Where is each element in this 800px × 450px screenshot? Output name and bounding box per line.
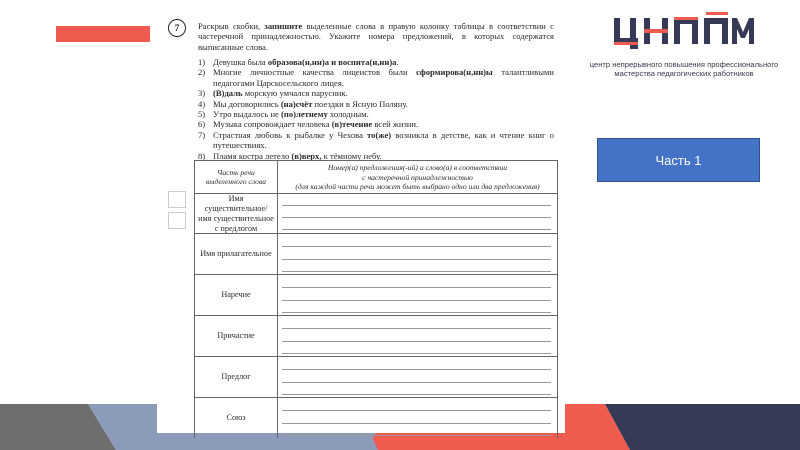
sentence-text: Пламя костра летело bbox=[213, 150, 292, 161]
sentence-text: . bbox=[396, 57, 399, 67]
highlighted-word: образова(н,нн)а и воспита(н,нн)а bbox=[267, 57, 397, 67]
sentence-number: 7) bbox=[198, 129, 206, 140]
sentence-list bbox=[198, 57, 554, 161]
header-answer bbox=[278, 161, 557, 193]
intro-emphasis: запишите bbox=[264, 21, 303, 31]
intro-text: выделенные слова в правую колонку таблицы в соответствии с частеречной принадлежностью. Укажите номера предложений, в которых содержатся выписанные слова. bbox=[198, 21, 554, 52]
sentence-text: всей жизни. bbox=[372, 119, 419, 130]
header-line: (для каждой части речи может быть выбрано одно или два предложения) bbox=[295, 182, 540, 191]
sentence-number: 8) bbox=[198, 150, 206, 161]
sentence-text: холодным. bbox=[327, 109, 369, 120]
highlighted-word: (в)течение bbox=[331, 119, 373, 130]
logo-subtitle-line: центр непрерывного повышения профессионального bbox=[589, 60, 779, 69]
sentence-number: 3) bbox=[198, 88, 206, 99]
sentence-text: Многие личностные качества лицеистов были bbox=[213, 67, 417, 78]
part-1-button[interactable]: Часть 1 bbox=[597, 138, 760, 182]
part-of-speech-label: Предлог bbox=[195, 357, 278, 397]
highlighted-word: (В)даль bbox=[213, 88, 243, 99]
sentence-number: 1) bbox=[198, 57, 206, 67]
header-part-of-speech: Часть речи выделенного слова bbox=[195, 161, 278, 193]
logo-subtitle bbox=[579, 60, 789, 78]
sentence-item bbox=[198, 109, 554, 119]
highlighted-word: сформирова(н,нн)ы bbox=[416, 67, 493, 78]
highlighted-word: (на)счёт bbox=[280, 98, 313, 109]
highlighted-word: то(же) bbox=[367, 129, 392, 140]
intro-text: Раскрыв скобки, bbox=[198, 21, 265, 31]
answer-cell[interactable] bbox=[278, 194, 557, 233]
sentence-text: поездки в Ясную Поляну. bbox=[312, 98, 408, 109]
part-of-speech-label: Причастие bbox=[195, 316, 278, 356]
sentence-text: возникла в детстве, как и чтение книг о путешествиях. bbox=[213, 129, 554, 151]
sentence-number: 2) bbox=[198, 67, 206, 78]
sentence-item bbox=[198, 119, 554, 129]
part-of-speech-label: Союз bbox=[195, 398, 278, 438]
sentence-number: 5) bbox=[198, 109, 206, 120]
part-of-speech-label: Наречие bbox=[195, 275, 278, 315]
header-line: с частеречной принадлежностью bbox=[362, 172, 473, 182]
sentence-item bbox=[198, 88, 554, 98]
task-instructions bbox=[198, 21, 554, 52]
answer-cell[interactable] bbox=[278, 275, 557, 315]
header-line: Номер(а) предложения(-ий) и слово(а) в соответствии bbox=[327, 163, 508, 172]
sentence-item bbox=[198, 67, 554, 88]
table-row bbox=[195, 316, 557, 357]
sentence-item bbox=[198, 57, 554, 67]
sentence-number: 6) bbox=[198, 119, 206, 130]
sentence-text: Девушка была bbox=[213, 57, 268, 67]
table-row bbox=[195, 234, 557, 275]
answer-cell[interactable] bbox=[278, 357, 557, 397]
highlighted-word: (в)верх, bbox=[291, 150, 322, 161]
answer-cell[interactable] bbox=[278, 234, 557, 274]
part-of-speech-label: Имя прилагательное bbox=[195, 234, 278, 274]
sentence-text: Мы договорились bbox=[213, 98, 281, 109]
answer-checkbox[interactable] bbox=[168, 191, 186, 208]
table-row bbox=[195, 275, 557, 316]
sentence-item bbox=[198, 130, 554, 151]
highlighted-word: (по)летнему bbox=[281, 109, 328, 120]
answer-table bbox=[194, 160, 558, 438]
sentence-text: Страстная любовь к рыбалке у Чехова bbox=[213, 129, 368, 140]
answer-cell[interactable] bbox=[278, 398, 557, 438]
table-row bbox=[195, 398, 557, 438]
sentence-text: морскую умчался парусник. bbox=[242, 88, 348, 99]
cnppm-logo bbox=[614, 12, 754, 52]
table-row bbox=[195, 357, 557, 398]
decorative-red-bar bbox=[56, 26, 150, 42]
answer-cell[interactable] bbox=[278, 316, 557, 356]
part-of-speech-label: Имя существительное/ имя существительное с предлогом bbox=[195, 194, 278, 233]
answer-checkbox[interactable] bbox=[168, 212, 186, 229]
logo-subtitle-line: мастерства педагогических работников bbox=[614, 69, 754, 78]
sentence-text: к тёмному небу. bbox=[321, 150, 382, 161]
sentence-number: 4) bbox=[198, 98, 206, 109]
sentence-text: талантливыми педагогами Царскосельского лицея. bbox=[213, 67, 555, 88]
sentence-text: Утро выдалось не bbox=[213, 109, 282, 120]
task-number-badge: 7 bbox=[168, 19, 186, 37]
sentence-item bbox=[198, 99, 554, 109]
sentence-text: Музыка сопровождает человека bbox=[213, 119, 332, 130]
table-row bbox=[195, 194, 557, 234]
table-header-row bbox=[195, 161, 557, 194]
